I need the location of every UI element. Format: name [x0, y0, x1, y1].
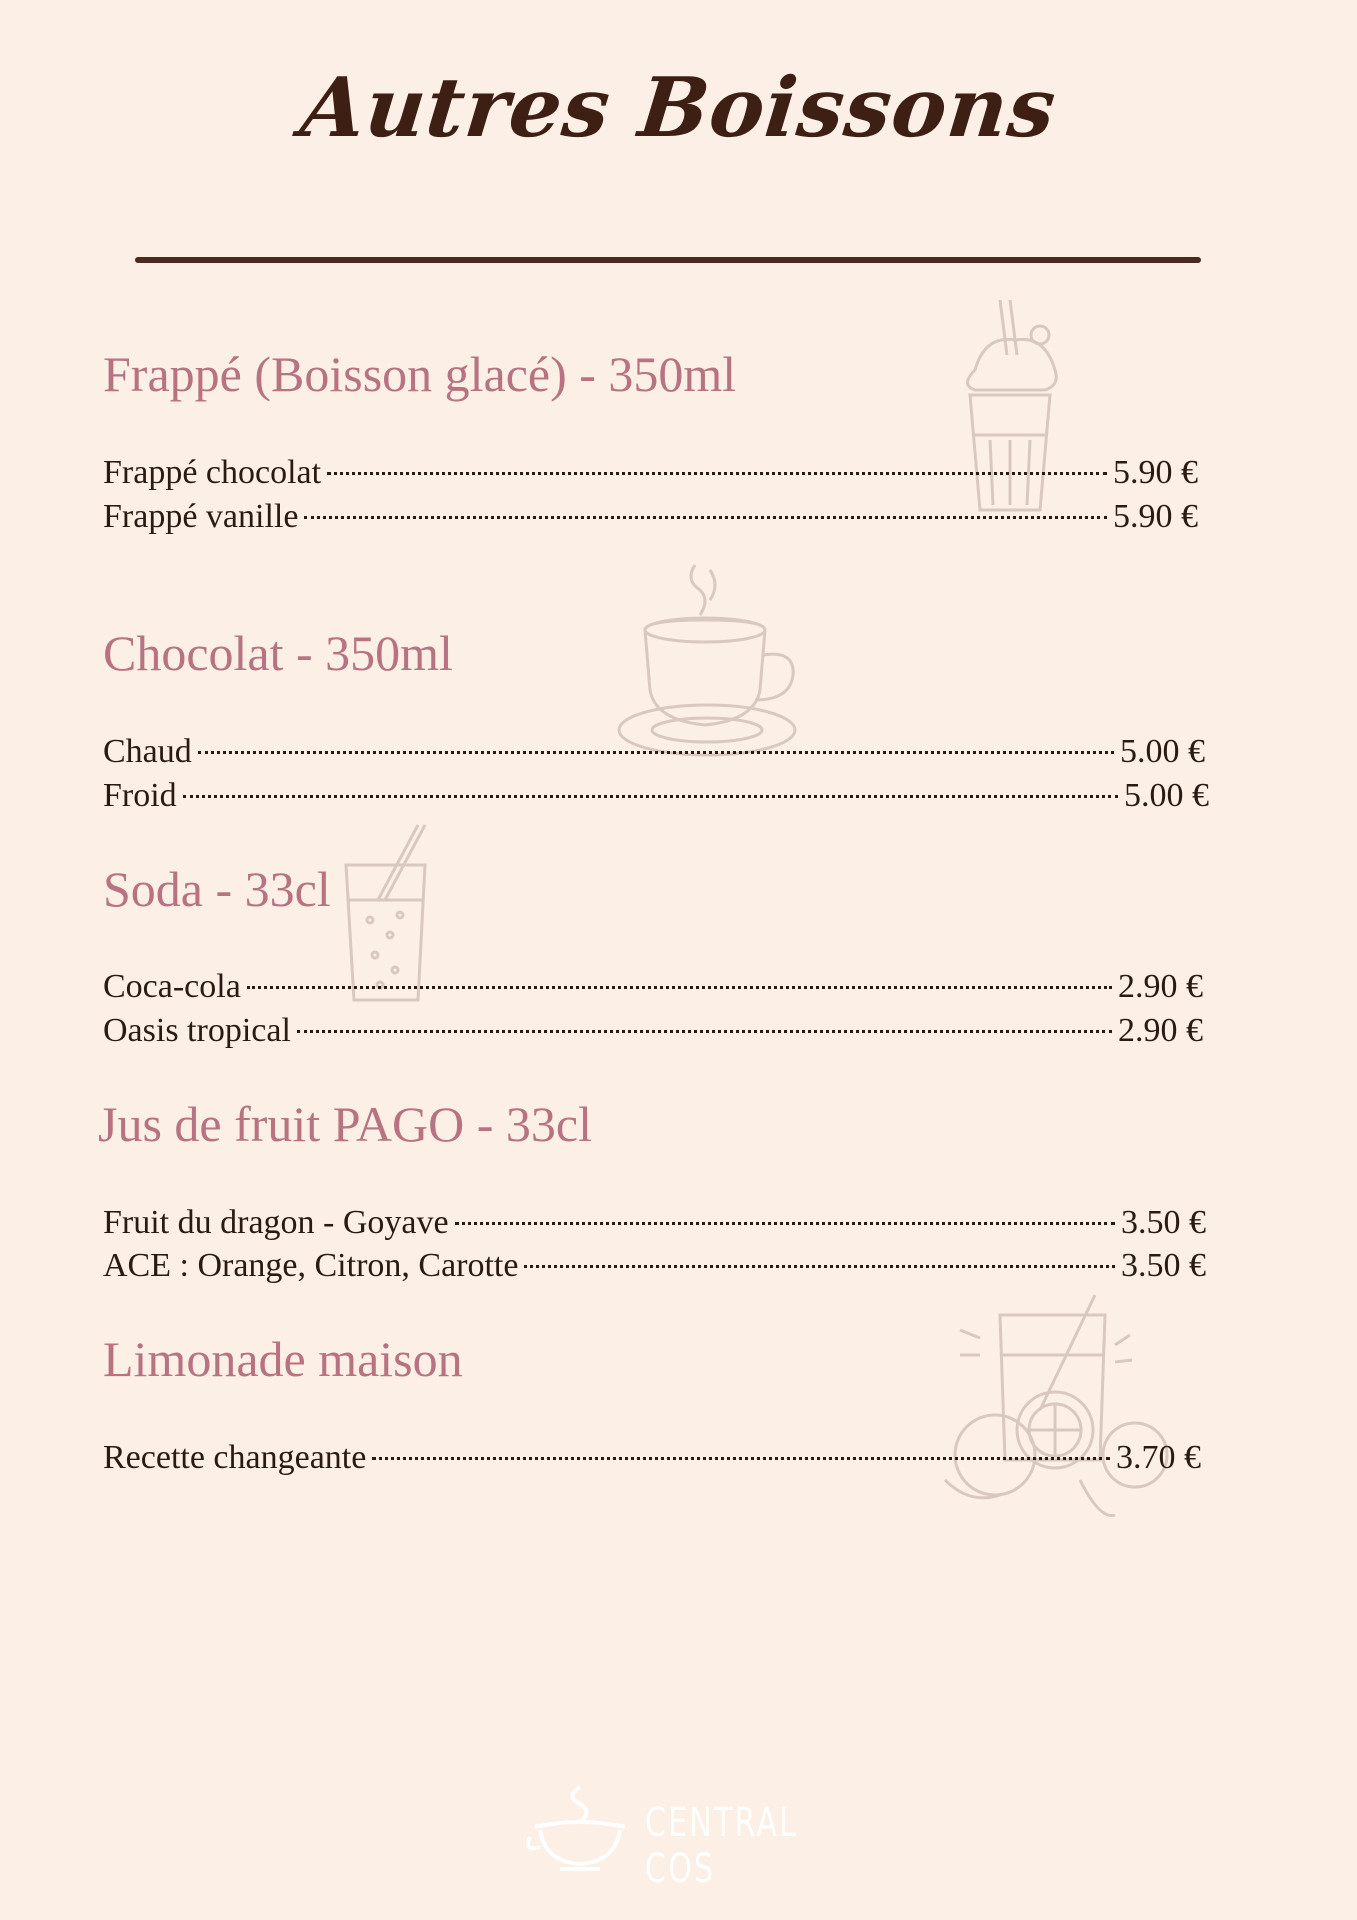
dot-leader	[247, 986, 1112, 989]
dot-leader	[183, 795, 1118, 798]
menu-item-recette-changeante	[103, 1437, 1201, 1479]
menu-item-oasis-tropical	[103, 1010, 1203, 1052]
menu-item-froid	[103, 775, 1209, 817]
item-price: 3.50 €	[1121, 1204, 1206, 1241]
coffee-bowl-icon	[525, 1782, 635, 1872]
item-price: 5.90 €	[1113, 498, 1198, 535]
dot-leader	[455, 1222, 1115, 1225]
item-price: 3.70 €	[1116, 1439, 1201, 1476]
menu-item-frappe-chocolat	[103, 452, 1198, 494]
item-label: Frappé vanille	[103, 498, 299, 535]
brand-name: CENTRAL COS	[645, 1800, 799, 1892]
item-price: 5.90 €	[1113, 454, 1198, 491]
section-title-soda: Soda - 33cl	[103, 861, 331, 917]
dot-leader	[304, 516, 1107, 519]
dot-leader	[297, 1030, 1112, 1033]
item-price: 3.50 €	[1121, 1247, 1206, 1284]
menu-item-frappe-vanille	[103, 496, 1198, 538]
title-divider	[135, 257, 1201, 263]
item-label: Froid	[103, 777, 177, 814]
page-title: Autres Boissons	[296, 60, 1061, 156]
item-label: Coca-cola	[103, 968, 241, 1005]
menu-item-coca-cola	[103, 966, 1203, 1008]
item-label: Frappé chocolat	[103, 454, 322, 491]
section-title-frappe: Frappé (Boisson glacé) - 350ml	[103, 346, 737, 402]
menu-item-fruit-du-dragon	[103, 1202, 1206, 1244]
item-price: 5.00 €	[1120, 733, 1205, 770]
item-price: 2.90 €	[1118, 968, 1203, 1005]
item-price: 5.00 €	[1124, 777, 1209, 814]
item-price: 2.90 €	[1118, 1012, 1203, 1049]
dot-leader	[198, 751, 1114, 754]
section-title-chocolat: Chocolat - 350ml	[103, 625, 453, 681]
lemonade-icon	[940, 1290, 1185, 1525]
section-title-limonade: Limonade maison	[103, 1331, 463, 1387]
item-label: Recette changeante	[103, 1439, 367, 1476]
menu-item-ace	[103, 1245, 1206, 1287]
item-label: Oasis tropical	[103, 1012, 291, 1049]
dot-leader	[372, 1457, 1110, 1460]
item-label: ACE : Orange, Citron, Carotte	[103, 1247, 519, 1284]
item-label: Fruit du dragon - Goyave	[103, 1204, 449, 1241]
dot-leader	[524, 1265, 1115, 1268]
item-label: Chaud	[103, 733, 192, 770]
brand-logo	[525, 1782, 845, 1892]
menu-item-chaud	[103, 731, 1205, 773]
section-title-jus-de-fruit: Jus de fruit PAGO - 33cl	[98, 1096, 592, 1152]
dot-leader	[327, 472, 1107, 475]
